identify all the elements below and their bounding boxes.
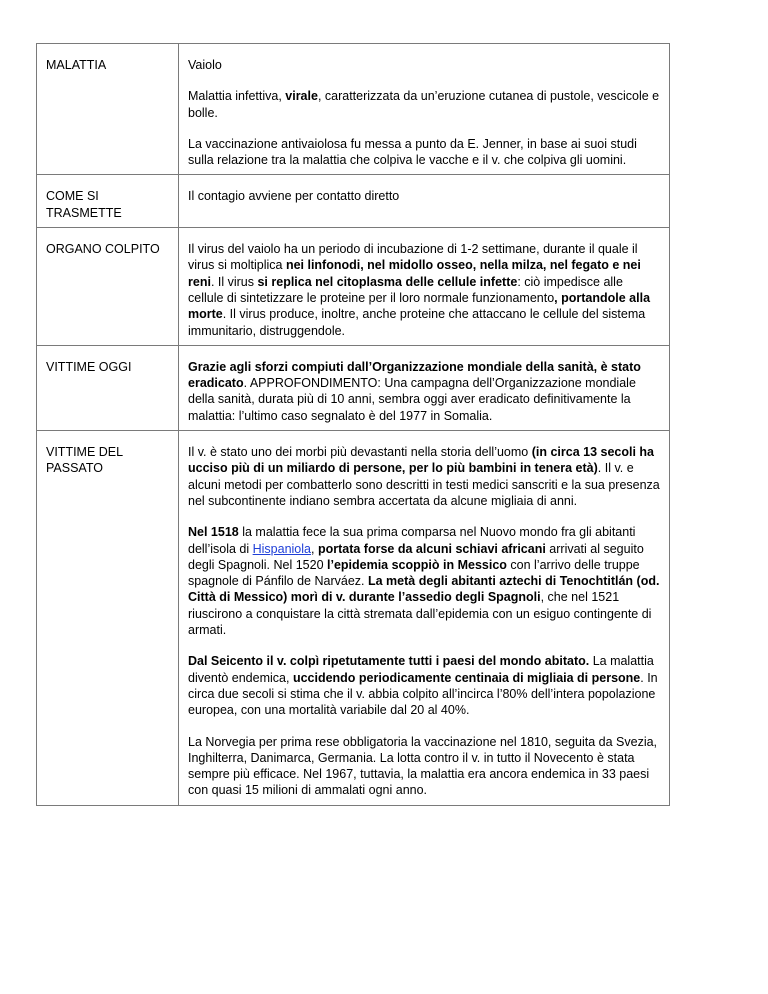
bold-text: nei linfonodi, nel midollo osseo, nella milza, nel fegato e nei reni xyxy=(188,258,641,289)
row-content xyxy=(179,228,670,346)
content-paragraph xyxy=(188,57,661,73)
text-run: Il contagio avviene per contatto diretto xyxy=(188,189,400,204)
content-paragraph xyxy=(188,136,661,169)
content-paragraph xyxy=(188,359,661,424)
text-run: la malattia fece la sua prima comparsa nel Nuovo mondo fra gli abitanti dell’isola di xyxy=(188,525,636,556)
text-run: . Il virus produce, inoltre, anche proteine che attaccano le cellule del sistema immunitario, distruggendole. xyxy=(188,307,646,338)
bold-text: Dal Seicento il v. colpì ripetutamente tutti i paesi del mondo abitato. xyxy=(188,654,590,669)
row-label: MALATTIA xyxy=(37,44,179,175)
text-run: : ciò impedisce alle cellule di sintetizzare le proteine per il loro normale funzionamento xyxy=(188,274,623,305)
table-row xyxy=(37,228,670,346)
bold-text: , portandole alla morte xyxy=(188,290,651,322)
bold-text: Nel 1518 xyxy=(188,525,239,540)
bold-text: Grazie agli sforzi compiuti dall’Organizzazione mondiale della sanità, è stato eradicato xyxy=(188,359,641,391)
hispaniola-link[interactable]: Hispaniola xyxy=(252,541,311,556)
text-run: . In circa due secoli si stima che il v. abbia colpito all’incirca l’80% dell’intera popolazione europea, con una mortalità variabile dal 20 al 40%. xyxy=(188,670,658,718)
text-run: . Il v. e alcuni metodi per combatterlo sono descritti in testi medici sanscriti e la sua presenza nel subcontinente indiano sembra accertata da alcune migliaia di anni. xyxy=(188,461,660,508)
row-content xyxy=(179,345,670,430)
row-label: ORGANO COLPITO xyxy=(37,228,179,346)
disease-table-body xyxy=(37,44,670,806)
content-paragraph xyxy=(188,188,661,204)
text-run: Il v. è stato uno dei morbi più devastanti nella storia dell’uomo xyxy=(188,445,532,460)
table-row xyxy=(37,345,670,430)
text-run: Malattia infettiva, xyxy=(188,89,286,104)
text-run: , xyxy=(311,541,318,556)
text-run: Il virus del vaiolo ha un periodo di incubazione di 1-2 settimane, durante il quale il virus si moltiplica xyxy=(188,242,638,273)
content-paragraph xyxy=(188,524,661,638)
text-run: , che nel 1521 riuscirono a conquistare la città stremata dall’epidemia con un esiguo contingente di armati. xyxy=(188,590,652,638)
text-run: , caratterizzata da un’eruzione cutanea di pustole, vescicole e bolle. xyxy=(188,89,660,120)
row-content xyxy=(179,44,670,175)
text-run: La Norvegia per prima rese obbligatoria la vaccinazione nel 1810, seguita da Svezia, Inghilterra, Danimarca, Germania. La lotta contro il v. in tutto il Novecento è stata sempre più efficace. Nel 1967, tuttavia, la malattia era ancora endemica in 33 paesi con quasi 15 milioni di ammalati ogni anno. xyxy=(188,734,658,798)
bold-text: si replica nel citoplasma delle cellule infette xyxy=(257,274,518,289)
text-run: . Il virus xyxy=(210,274,258,289)
row-label: VITTIME DEL PASSATO xyxy=(37,431,179,806)
row-content xyxy=(179,175,670,228)
bold-text: (in circa 13 secoli ha ucciso più di un miliardo di persone, per lo più bambini in tenera età) xyxy=(188,445,655,476)
bold-text: portata forse da alcuni schiavi africani xyxy=(317,541,546,556)
text-run: . APPROFONDIMENTO: Una campagna dell’Organizzazione mondiale della sanità, durata più di 10 anni, sembra oggi aver eradicato definitivamente la malattia: l’ultimo caso segnalato è del 1977 in Somalia. xyxy=(188,376,636,423)
table-row xyxy=(37,431,670,806)
content-paragraph xyxy=(188,241,661,339)
text-run: con l’arrivo delle truppe spagnole di Pánfilo de Narváez. xyxy=(188,557,640,589)
disease-table xyxy=(36,43,670,806)
table-row xyxy=(37,44,670,175)
text-run: Vaiolo xyxy=(188,58,222,72)
content-paragraph xyxy=(188,88,661,121)
bold-text: virale xyxy=(285,89,318,104)
bold-text: uccidendo periodicamente centinaia di migliaia di persone xyxy=(292,670,641,685)
row-label: VITTIME OGGI xyxy=(37,345,179,430)
row-content xyxy=(179,431,670,806)
content-paragraph xyxy=(188,734,661,799)
row-label: COME SI TRASMETTE xyxy=(37,175,179,228)
bold-text: La metà degli abitanti aztechi di Tenochtitlán (od. Città di Messico) morì di v. durante l’assedio degli Spagnoli xyxy=(188,574,660,605)
content-paragraph xyxy=(188,653,661,718)
table-row xyxy=(37,175,670,228)
text-run: La vaccinazione antivaiolosa fu messa a punto da E. Jenner, in base ai suoi studi sulla relazione tra la malattia che colpiva le vacche e il v. che colpiva gli uomini. xyxy=(188,136,637,168)
content-paragraph xyxy=(188,444,661,509)
bold-text: l’epidemia scoppiò in Messico xyxy=(327,557,507,572)
text-run: arrivati al seguito degli Spagnoli. Nel 1520 xyxy=(188,541,644,572)
text-run: La malattia diventò endemica, xyxy=(188,654,654,685)
